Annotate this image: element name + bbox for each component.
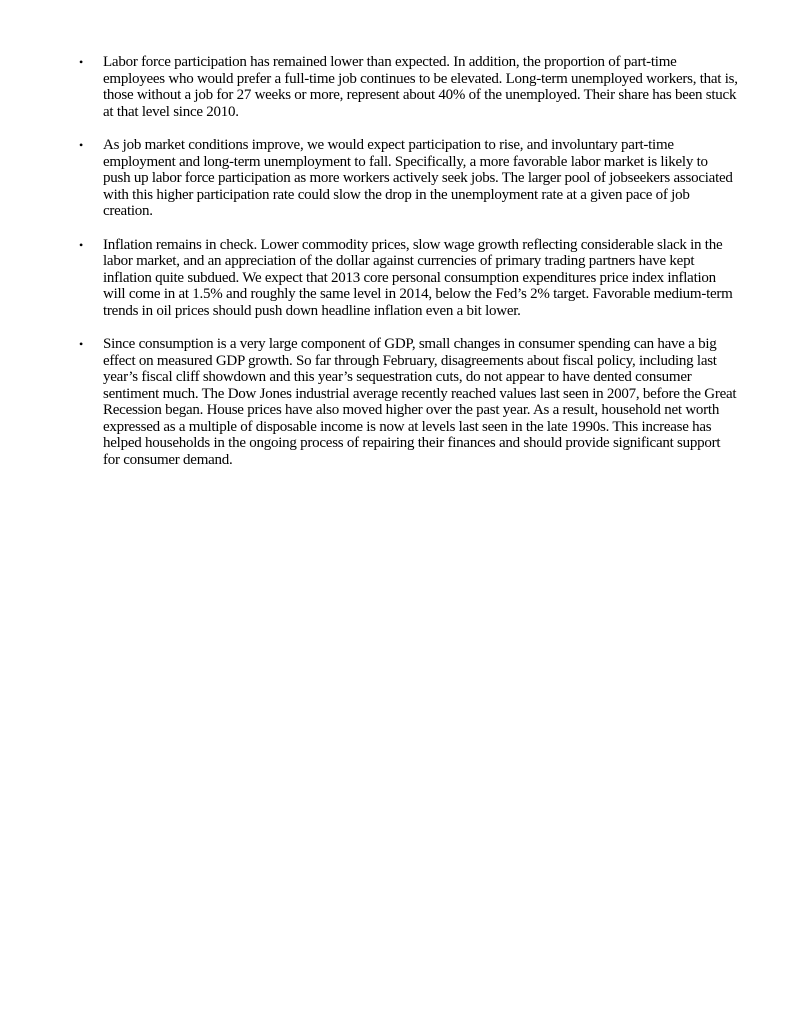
bullet-item <box>78 54 738 120</box>
bullet-icon: • <box>79 138 83 152</box>
bullet-list <box>78 54 738 485</box>
bullet-item <box>78 336 738 468</box>
bullet-text: As job market conditions improve, we would expect participation to rise, and involuntary part-time employment and long-term unemployment to fall. Specifically, a more favorable labor market is likely to push up labor force participation as more workers actively seek jobs. The larger pool of jobseekers associated with this higher participation rate could slow the drop in the unemployment rate at a given pace of job creation. <box>103 137 733 219</box>
bullet-icon: • <box>79 337 83 351</box>
bullet-text: Since consumption is a very large component of GDP, small changes in consumer spending can have a big effect on measured GDP growth. So far through February, disagreements about fiscal policy, including last year’s fiscal cliff showdown and this year’s sequestration cuts, do not appear to have dented consumer sentiment much. The Dow Jones industrial average recently reached values last seen in 2007, before the Great Recession began. House prices have also moved higher over the past year. As a result, household net worth expressed as a multiple of disposable income is now at levels last seen in the late 1990s. This increase has helped households in the ongoing process of repairing their finances and should provide significant support for consumer demand. <box>103 336 737 468</box>
bullet-text: Labor force participation has remained lower than expected. In addition, the proportion of part-time employees who would prefer a full-time job continues to be elevated. Long-term unemployed workers, that is, those without a job for 27 weeks or more, represent about 40% of the unemployed. Their share has been stuck at that level since 2010. <box>103 54 738 120</box>
bullet-text: Inflation remains in check. Lower commodity prices, slow wage growth reflecting considerable slack in the labor market, and an appreciation of the dollar against currencies of primary trading partners have kept inflation quite subdued. We expect that 2013 core personal consumption expenditures price index inflation will come in at 1.5% and roughly the same level in 2014, below the Fed’s 2% target. Favorable medium-term trends in oil prices should push down headline inflation even a bit lower. <box>103 236 733 319</box>
bullet-icon: • <box>79 55 83 69</box>
bullet-item <box>78 237 738 320</box>
bullet-item <box>78 137 738 220</box>
bullet-icon: • <box>79 237 83 252</box>
